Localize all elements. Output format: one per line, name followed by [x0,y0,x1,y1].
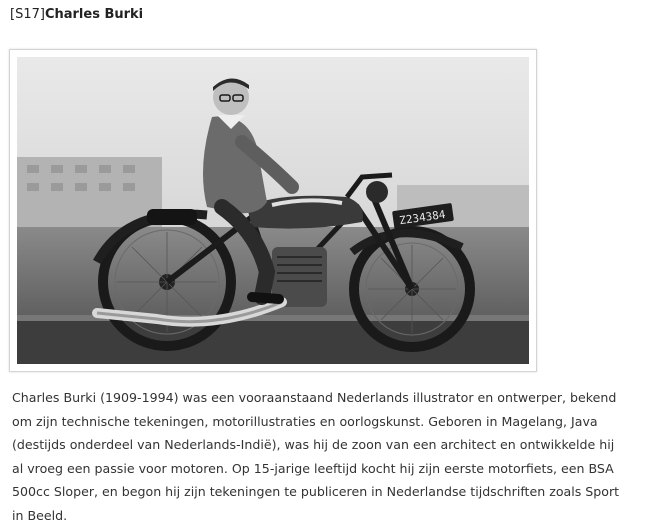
photo-frame [9,49,537,372]
caption-line: 500cc Sloper, en begon hij zijn tekeningen te publiceren in Nederlandse tijdschriften zoals Sport [12,484,620,499]
motorcycle-photo [17,57,529,364]
source-tag: [S17] [10,7,45,22]
motorcycle-photo-graphic [17,57,529,364]
person-name: Charles Burki [44,7,144,22]
plate-number: Z234384 [398,207,447,228]
caption-line: om zijn technische tekeningen, motorillustraties en oorlogskunst. Geboren in Magelang, Java [12,413,598,429]
caption-line: Charles Burki (1909-1994) was een vooraanstaand Nederlands illustrator en ontwerper, bekend [12,390,617,405]
biography-text [12,386,644,527]
caption-line: in Beeld. [12,507,68,523]
page-title [10,7,143,23]
caption-line: (destijds onderdeel van Nederlands-Indië), was hij de zoon van een architect en ontwikkelde hij [12,437,615,452]
caption-line: al vroeg een passie voor motoren. Op 15-jarige leeftijd kocht hij zijn eerste motorfiets, een BSA [12,460,614,476]
